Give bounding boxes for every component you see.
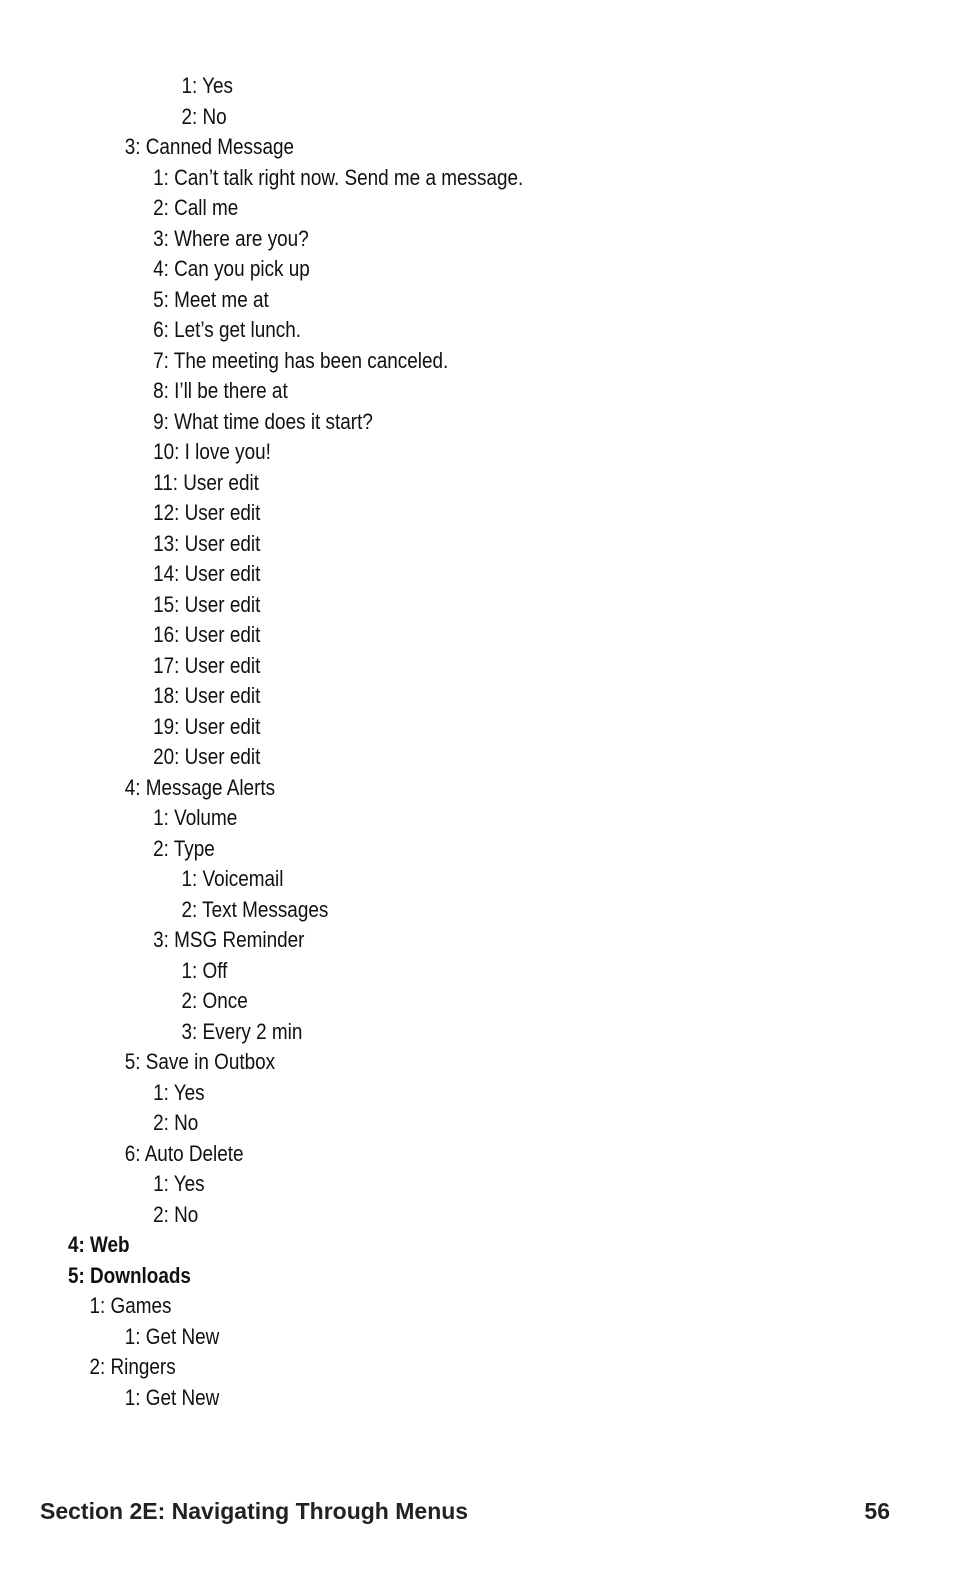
menu-item: 8: I’ll be there at bbox=[153, 378, 288, 403]
menu-item: 7: The meeting has been canceled. bbox=[153, 347, 449, 373]
menu-item: 5: Meet me at bbox=[153, 286, 269, 312]
menu-item: 1: Yes bbox=[181, 73, 234, 98]
menu-item: 3: Canned Message bbox=[124, 134, 295, 159]
menu-item: 1: Get New bbox=[124, 1323, 220, 1349]
menu-item: 1: Yes bbox=[153, 1171, 205, 1196]
menu-item: 6: Let’s get lunch. bbox=[153, 317, 302, 342]
menu-item: 2: No bbox=[153, 1201, 199, 1227]
menu-item: 1: Volume bbox=[153, 805, 238, 830]
menu-item: 4: Web bbox=[67, 1232, 130, 1257]
menu-item: 1: Games bbox=[89, 1293, 172, 1318]
menu-item: 20: User edit bbox=[153, 744, 261, 769]
menu-item: 2: Type bbox=[153, 835, 215, 861]
menu-item: 2: Ringers bbox=[89, 1354, 176, 1379]
menu-item: 19: User edit bbox=[153, 713, 261, 739]
menu-item: 1: Yes bbox=[153, 1079, 205, 1105]
page-footer bbox=[40, 1495, 890, 1527]
menu-item: 17: User edit bbox=[153, 652, 261, 678]
menu-item: 18: User edit bbox=[153, 683, 261, 708]
menu-item: 5: Downloads bbox=[67, 1262, 191, 1288]
menu-item: 13: User edit bbox=[153, 530, 261, 556]
menu-item: 1: Get New bbox=[124, 1384, 220, 1410]
menu-item: 3: Where are you? bbox=[153, 225, 309, 251]
section-title: Section 2E: Navigating Through Menus bbox=[40, 1497, 469, 1524]
menu-item: 4: Can you pick up bbox=[153, 256, 310, 281]
menu-item: 6: Auto Delete bbox=[124, 1140, 244, 1166]
menu-item: 9: What time does it start? bbox=[153, 408, 373, 434]
menu-item: 2: No bbox=[181, 103, 227, 129]
menu-item: 5: Save in Outbox bbox=[124, 1049, 276, 1074]
menu-item: 10: I love you! bbox=[153, 439, 271, 464]
menu-item: 15: User edit bbox=[153, 591, 261, 617]
menu-outline bbox=[0, 71, 954, 1413]
menu-item: 2: Text Messages bbox=[181, 896, 329, 922]
menu-item: 1: Off bbox=[181, 957, 228, 983]
menu-item: 4: Message Alerts bbox=[124, 774, 276, 800]
menu-item: 2: Call me bbox=[153, 195, 239, 220]
menu-item: 11: User edit bbox=[153, 469, 259, 495]
menu-item: 14: User edit bbox=[153, 561, 261, 586]
page-number: 56 bbox=[864, 1497, 890, 1524]
menu-item: 1: Can’t talk right now. Send me a message. bbox=[153, 164, 524, 190]
menu-item: 1: Voicemail bbox=[181, 866, 284, 891]
menu-item: 3: MSG Reminder bbox=[153, 927, 305, 952]
menu-item: 3: Every 2 min bbox=[181, 1018, 303, 1044]
menu-item: 12: User edit bbox=[153, 500, 261, 525]
menu-item: 2: No bbox=[153, 1110, 199, 1135]
menu-item: 16: User edit bbox=[153, 622, 261, 647]
menu-item: 2: Once bbox=[181, 988, 248, 1013]
